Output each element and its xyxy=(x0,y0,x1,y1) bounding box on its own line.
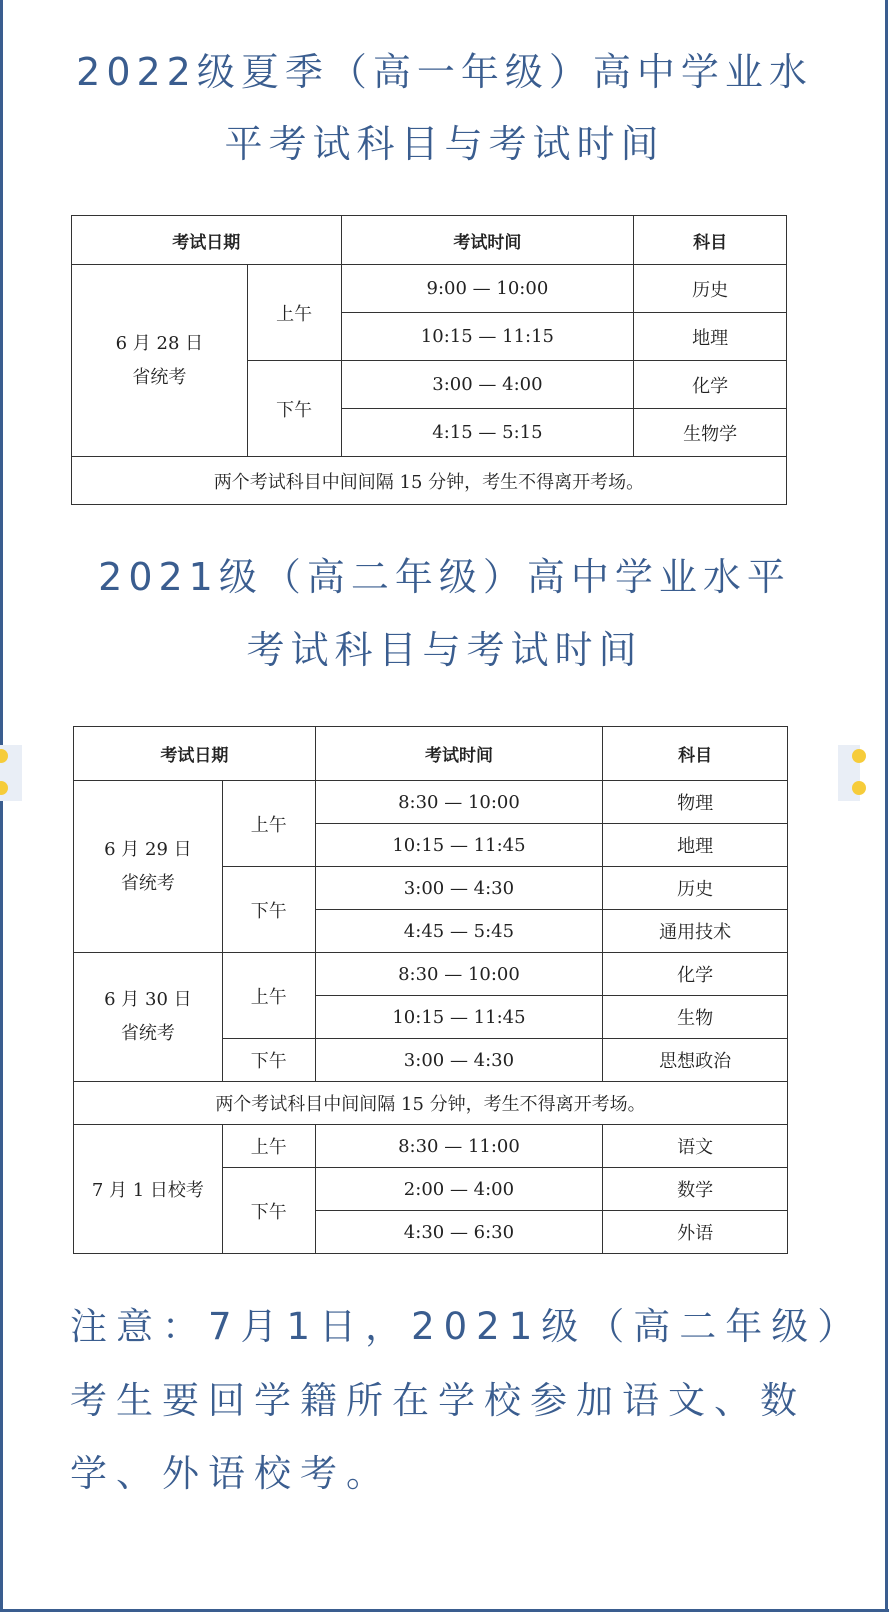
time-cell: 4:15 — 5:15 xyxy=(341,409,634,457)
side-dots-left xyxy=(0,745,22,801)
footnote: 两个考试科目中间间隔 15 分钟，考生不得离开考场。 xyxy=(72,457,787,505)
date-line: 6 月 30 日 xyxy=(104,989,192,1010)
date-cell xyxy=(72,265,248,457)
date-exam-type: 省统考 xyxy=(120,872,175,894)
subject-cell: 化学 xyxy=(603,953,788,996)
date-cell xyxy=(74,953,223,1082)
header-subject: 科目 xyxy=(603,727,788,781)
subject-cell: 外语 xyxy=(603,1211,788,1254)
header-time: 考试时间 xyxy=(315,727,603,781)
time-cell: 8:30 — 10:00 xyxy=(315,953,603,996)
date-cell xyxy=(74,781,223,953)
note-line-3: 学、外语校考。 xyxy=(70,1452,392,1495)
period-am: 上午 xyxy=(247,265,341,361)
time-cell: 8:30 — 11:00 xyxy=(315,1125,603,1168)
section2-title-line1: 2021级（高二年级）高中学业水平 xyxy=(98,555,791,599)
subject-cell: 化学 xyxy=(634,361,787,409)
period-pm: 下午 xyxy=(222,1039,315,1082)
time-cell: 4:30 — 6:30 xyxy=(315,1211,603,1254)
section1-title-line1: 2022级夏季（高一年级）高中学业水 xyxy=(76,50,813,94)
page-border-left xyxy=(0,0,3,1612)
section2-schedule-table xyxy=(73,726,788,1254)
note-line-1: 注意：7月1日，2021级（高二年级） xyxy=(70,1305,864,1348)
header-subject: 科目 xyxy=(634,216,787,265)
subject-cell: 数学 xyxy=(603,1168,788,1211)
note-line-2: 考生要回学籍所在学校参加语文、数 xyxy=(70,1379,806,1422)
period-pm: 下午 xyxy=(247,361,341,457)
subject-cell: 通用技术 xyxy=(603,910,788,953)
time-cell: 10:15 — 11:45 xyxy=(315,996,603,1039)
section1-schedule-table xyxy=(71,215,787,505)
time-cell: 3:00 — 4:30 xyxy=(315,1039,603,1082)
period-am: 上午 xyxy=(222,1125,315,1168)
subject-cell: 地理 xyxy=(634,313,787,361)
subject-cell: 物理 xyxy=(603,781,788,824)
section1-title-line2: 平考试科目与考试时间 xyxy=(224,122,665,166)
period-pm: 下午 xyxy=(222,867,315,953)
subject-cell: 生物学 xyxy=(634,409,787,457)
date-line: 6 月 28 日 xyxy=(115,332,204,354)
header-time: 考试时间 xyxy=(341,216,634,265)
section2-title-line2: 考试科目与考试时间 xyxy=(246,628,643,672)
date-line: 6 月 29 日 xyxy=(104,838,192,860)
subject-cell: 语文 xyxy=(603,1125,788,1168)
time-cell: 3:00 — 4:00 xyxy=(341,361,634,409)
date-cell: 7 月 1 日校考 xyxy=(74,1125,223,1254)
subject-cell: 历史 xyxy=(634,265,787,313)
time-cell: 4:45 — 5:45 xyxy=(315,910,603,953)
subject-cell: 地理 xyxy=(603,824,788,867)
period-pm: 下午 xyxy=(222,1168,315,1254)
time-cell: 9:00 — 10:00 xyxy=(341,265,634,313)
header-date: 考试日期 xyxy=(74,727,316,781)
time-cell: 10:15 — 11:45 xyxy=(315,824,603,867)
subject-cell: 历史 xyxy=(603,867,788,910)
footnote: 两个考试科目中间间隔 15 分钟，考生不得离开考场。 xyxy=(74,1082,788,1125)
side-dots-right xyxy=(838,745,860,801)
time-cell: 8:30 — 10:00 xyxy=(315,781,603,824)
period-am: 上午 xyxy=(222,781,315,867)
time-cell: 10:15 — 11:15 xyxy=(341,313,634,361)
date-exam-type: 省统考 xyxy=(120,1023,175,1044)
page-border-right xyxy=(885,0,888,1612)
header-date: 考试日期 xyxy=(72,216,342,265)
subject-cell: 生物 xyxy=(603,996,788,1039)
date-exam-type: 省统考 xyxy=(132,366,187,388)
time-cell: 3:00 — 4:30 xyxy=(315,867,603,910)
period-am: 上午 xyxy=(222,953,315,1039)
time-cell: 2:00 — 4:00 xyxy=(315,1168,603,1211)
subject-cell: 思想政治 xyxy=(603,1039,788,1082)
